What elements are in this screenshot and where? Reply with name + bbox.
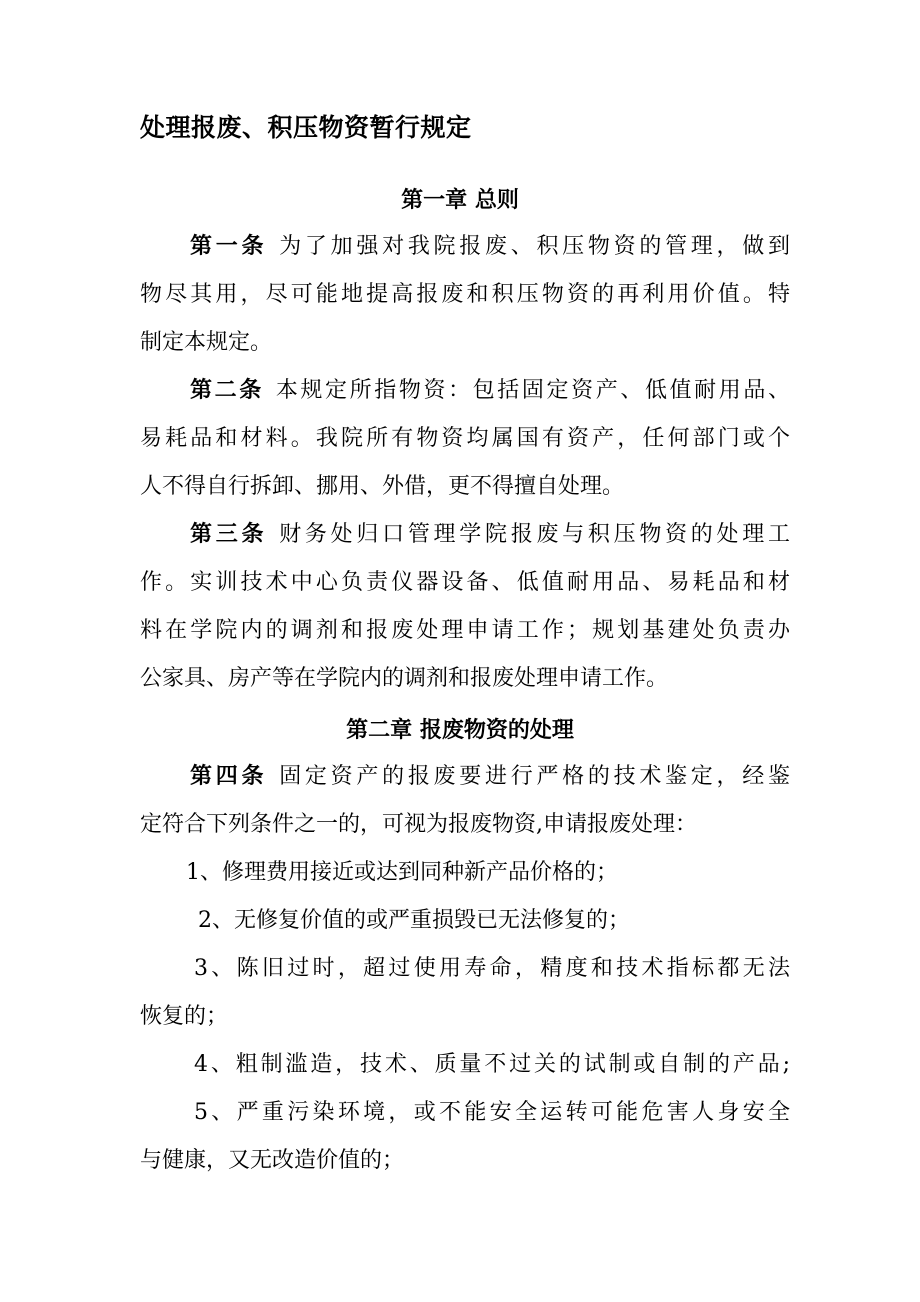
list-item-5-line-1: 5、严重污染环境，或不能安全运转可能危害人身安全	[194, 1100, 790, 1125]
document-title: 处理报废、积压物资暂行规定	[140, 113, 472, 142]
list-item-4: 4、粗制滥造，技术、质量不过关的试制或自制的产品;	[194, 1052, 790, 1077]
article-3-line-2: 作。实训技术中心负责仪器设备、低值耐用品、易耗品和材	[140, 570, 790, 595]
article-4-line-1	[190, 762, 790, 792]
article-4-label: 第四条	[190, 764, 268, 789]
article-3-text: 财务处归口管理学院报废与积压物资的处理工	[279, 522, 790, 547]
article-3-line-4: 公家具、房产等在学院内的调剂和报废处理申请工作。	[140, 666, 669, 691]
article-1-label: 第一条	[190, 234, 268, 259]
list-item-3-line-2: 恢复的；	[140, 1004, 229, 1029]
article-1-line-2: 物尽其用，尽可能地提高报废和积压物资的再利用价值。特	[140, 282, 790, 307]
article-2-text: 本规定所指物资：包括固定资产、低值耐用品、	[275, 378, 790, 403]
article-3-label: 第三条	[190, 522, 268, 547]
article-3-line-3: 料在学院内的调剂和报废处理申请工作；规划基建处负责办	[140, 618, 790, 643]
article-3-line-1	[190, 520, 790, 550]
article-2-line-1	[190, 376, 790, 406]
article-2-line-3: 人不得自行拆卸、挪用、外借，更不得擅自处理。	[140, 474, 625, 499]
article-1-line-1	[190, 232, 790, 262]
chapter-2-heading: 第二章 报废物资的处理	[346, 718, 574, 743]
article-2-label: 第二条	[190, 378, 264, 403]
list-item-5-line-2: 与健康，又无改造价值的；	[140, 1148, 405, 1173]
article-4-line-2: 定符合下列条件之一的，可视为报废物资,申请报废处理：	[140, 812, 697, 837]
list-item-3-line-1: 3、陈旧过时，超过使用寿命，精度和技术指标都无法	[194, 956, 790, 981]
article-1-text: 为了加强对我院报废、积压物资的管理，做到	[279, 234, 790, 259]
article-1-line-3: 制定本规定。	[140, 330, 273, 355]
list-item-2: 2、无修复价值的或严重损毁已无法修复的；	[198, 908, 630, 933]
article-2-line-2: 易耗品和材料。我院所有物资均属国有资产，任何部门或个	[140, 426, 790, 451]
chapter-1-heading: 第一章 总则	[401, 188, 519, 213]
list-item-1: 1、修理费用接近或达到同种新产品价格的；	[186, 860, 618, 885]
article-4-text: 固定资产的报废要进行严格的技术鉴定，经鉴	[279, 764, 790, 789]
